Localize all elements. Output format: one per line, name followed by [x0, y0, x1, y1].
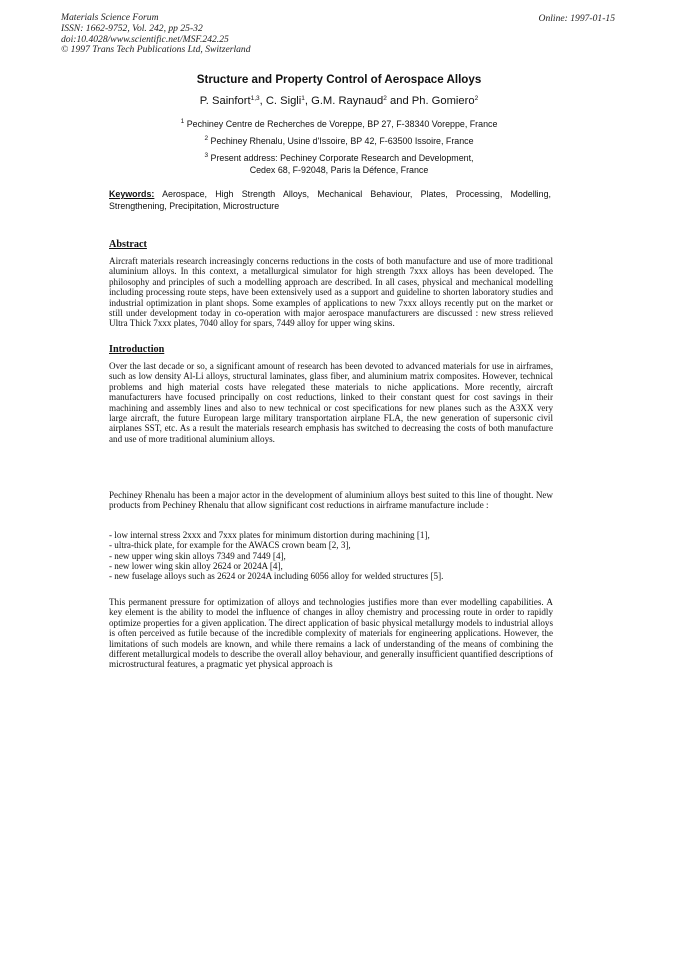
affiliation-3 [0, 152, 678, 176]
keywords-text: Aerospace, High Strength Alloys, Mechanical Behaviour, Plates, Processing, Modelling, Strengthening, Precipitation, Microstructure [109, 189, 551, 211]
affiliation-mark: 3 [204, 152, 209, 159]
doi-line[interactable]: doi:10.4028/www.scientific.net/MSF.242.25 [61, 33, 229, 45]
intro-paragraph-2: Pechiney Rhenalu has been a major actor in the development of aluminium alloys best suited to this line of thought. New products from Pechiney Rhenalu that allow significant cost reductions in airframe manufacture include : [109, 490, 553, 511]
abstract-text: Aircraft materials research increasingly concerns reductions in the costs of both manufacture and use of more traditional aluminium alloys. In this context, a metallurgical simulator for high strength 7xxx alloys has been developed. The philosophy and principles of such a modelling approach are described. In all cases, physical and mechanical modelling including processing route steps, have been extensively used as a support and guideline to shorten laboratory studies and industrial optimization in plant shops. Some examples of applications to new 7xxx alloys recently put on the market or still under development today in co-operation with major aerospace manufacturers are discussed : new stress relieved Ultra Thick 7xxx plates, 7040 alloy for spars, 7449 alloy for upper wing skins. [109, 256, 553, 329]
affiliation-2 [0, 135, 678, 147]
author-name: P. Sainfort [199, 95, 251, 107]
author-name: , G.M. Raynaud [304, 95, 384, 107]
issn-line: ISSN: 1662-9752, Vol. 242, pp 25-32 [61, 22, 203, 34]
author-name: , C. Sigli [259, 95, 302, 107]
author-affiliation-mark: 2 [474, 95, 479, 102]
list-item: - low internal stress 2xxx and 7xxx plates for minimum distortion during machining [1], [109, 530, 430, 540]
affiliation-mark: 1 [180, 118, 185, 125]
affiliation-text: Pechiney Centre de Recherches de Voreppe, BP 27, F-38340 Voreppe, France [184, 119, 498, 129]
list-item: - new fuselage alloys such as 2624 or 2024A including 6056 alloy for welded structures [5]. [109, 571, 444, 582]
affiliation-1 [0, 118, 678, 130]
product-list [109, 530, 553, 581]
introduction-heading: Introduction [109, 344, 165, 355]
author-affiliation-mark: 1 [301, 95, 305, 102]
list-item: - new lower wing skin alloy 2624 or 2024A [4], [109, 560, 283, 571]
intro-paragraph-3: This permanent pressure for optimization of alloys and technologies justifies more than ever modelling capabilities. A key element is the ability to model the influence of changes in alloy chemistry and processing route in order to rapidly optimize properties for a given application. The direct application of basic physical metallurgy models to industrial alloys is often perceived as futile because of the incredible complexity of materials for engineering applications. However, the limitations of such models are known, and while there remains a lack of understanding of the means of combining the different metallurgical models to describe the overall alloy behaviour, and generally insufficient quantified descriptions of microstructural features, a pragmatic yet physical approach is [109, 597, 553, 670]
copyright-line: © 1997 Trans Tech Publications Ltd, Switzerland [61, 44, 251, 56]
keywords-label: Keywords: [109, 189, 155, 199]
author-affiliation-mark: 2 [383, 95, 387, 102]
paper-title: Structure and Property Control of Aerospace Alloys [196, 73, 482, 86]
keywords-block [109, 188, 551, 212]
affiliation-mark: 2 [204, 135, 209, 142]
list-item: - ultra-thick plate, for example for the AWACS crown beam [2, 3], [109, 540, 351, 551]
intro-paragraph-1: Over the last decade or so, a significant amount of research has been devoted to advanced materials for use in airframes, such as low density Al-Li alloys, structural laminates, glass fiber, and aluminium matrix composites. However, technical problems and high material costs have relegated these materials to niche applications. More recently, aircraft manufacturers have focused principally on cost reductions, linked to their constant quest for cost savings in their machining and assembly lines and also to new technical or cost specifications for new planes such as the A3XX very large aircraft, the future European large military transportation airplane FLA, the new generation of supersonic civil airplanes SST, etc. As a result the materials research emphasis has switched to decreasing the costs of both manufacture and use of more traditional aluminium alloys. [109, 361, 553, 444]
affiliation-text: Present address: Pechiney Corporate Research and Development, [208, 153, 474, 163]
online-date: Online: 1997-01-15 [538, 13, 615, 24]
affiliation-text: Cedex 68, F-92048, Paris la Défence, France [249, 165, 429, 175]
author-list [0, 95, 678, 107]
list-item: - new upper wing skin alloys 7349 and 7449 [4], [109, 550, 286, 561]
author-affiliation-mark: 1,3 [250, 95, 260, 102]
abstract-heading: Abstract [109, 239, 147, 250]
journal-name: Materials Science Forum [61, 12, 159, 23]
author-name: and Ph. Gomiero [386, 95, 475, 107]
journal-header [61, 13, 251, 56]
affiliation-text: Pechiney Rhenalu, Usine d'Issoire, BP 42, F-63500 Issoire, France [208, 136, 474, 146]
